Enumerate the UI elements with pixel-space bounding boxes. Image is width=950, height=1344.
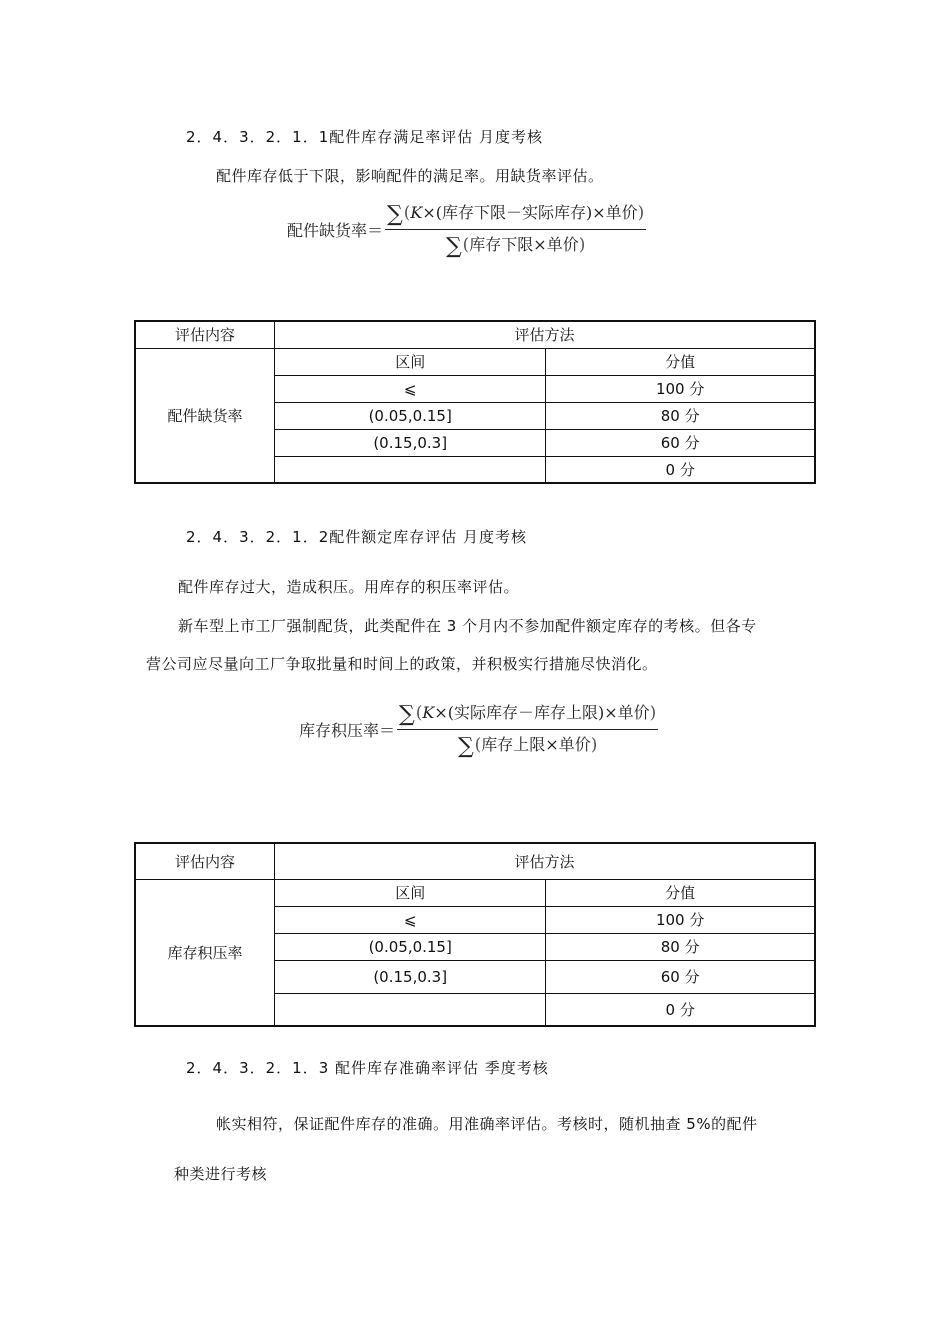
paren-close: ) — [578, 235, 586, 255]
header-eval-method: 评估方法 — [275, 843, 815, 879]
sigma-symbol: ∑ — [387, 202, 403, 227]
sigma-symbol: ∑ — [445, 234, 462, 259]
interval-cell: (0.15,0.3] — [275, 429, 546, 456]
section-description-2c: 营公司应尽量向工厂争取批量和时间上的政策，并积极实行措施尽快消化。 — [146, 655, 658, 673]
numerator-inner: (库存下限－实际库存) — [435, 203, 593, 222]
score-cell: 100 分 — [546, 906, 815, 933]
times-symbol: × — [434, 703, 448, 722]
section-description-3b: 种类进行考核 — [174, 1165, 268, 1183]
formula-k: K — [422, 703, 435, 722]
section-heading-2: 2．4．3．2．1．2配件额定库存评估 月度考核 — [186, 528, 528, 546]
interval-cell: ⩽ — [275, 375, 546, 402]
formula-numerator — [397, 700, 658, 730]
times-symbol: × — [422, 203, 436, 222]
header-interval: 区间 — [275, 879, 546, 906]
formula-k: K — [410, 203, 423, 222]
section-heading-1: 2．4．3．2．1．1配件库存满足率评估 月度考核 — [186, 128, 544, 146]
interval-cell: (0.05,0.15] — [275, 933, 546, 960]
numerator-tail: ×单价 — [604, 703, 650, 722]
paren-open: ( — [474, 735, 482, 755]
formula-lhs: 库存积压率＝ — [299, 721, 396, 740]
evaluation-table-overstock — [134, 842, 816, 1027]
header-interval: 区间 — [275, 348, 546, 375]
evaluation-table-shortage — [134, 320, 816, 484]
interval-cell: (0.15,0.3] — [275, 960, 546, 993]
denominator-inner: 库存下限×单价 — [469, 235, 579, 254]
header-eval-content: 评估内容 — [135, 321, 275, 348]
score-cell: 100 分 — [546, 375, 815, 402]
denominator-inner: 库存上限×单价 — [481, 735, 591, 754]
score-cell: 60 分 — [546, 429, 815, 456]
paren-close: ) — [637, 203, 645, 223]
formula-shortage-rate — [287, 200, 646, 259]
formula-denominator — [458, 730, 597, 759]
sigma-symbol: ∑ — [399, 702, 415, 727]
paren-close: ) — [649, 703, 657, 723]
numerator-tail: ×单价 — [592, 203, 638, 222]
formula-fraction — [397, 700, 658, 759]
formula-numerator — [385, 200, 646, 230]
paren-close: ) — [590, 735, 598, 755]
score-cell: 80 分 — [546, 402, 815, 429]
header-eval-content: 评估内容 — [135, 843, 275, 879]
section-heading-3: 2．4．3．2．1．3 配件库存准确率评估 季度考核 — [186, 1059, 549, 1077]
header-score: 分值 — [546, 348, 815, 375]
formula-denominator — [446, 230, 585, 259]
paren-open: ( — [403, 203, 411, 223]
numerator-inner: (实际库存－库存上限) — [447, 703, 605, 722]
formula-overstock-rate — [299, 700, 658, 759]
interval-cell — [275, 456, 546, 483]
header-score: 分值 — [546, 879, 815, 906]
sigma-symbol: ∑ — [457, 734, 474, 759]
section-description-1: 配件库存低于下限，影响配件的满足率。用缺货率评估。 — [216, 167, 604, 185]
score-cell: 60 分 — [546, 960, 815, 993]
section-description-2b: 新车型上市工厂强制配货，此类配件在 3 个月内不参加配件额定库存的考核。但各专 — [178, 617, 757, 635]
formula-lhs: 配件缺货率＝ — [287, 221, 384, 240]
score-cell: 0 分 — [546, 456, 815, 483]
score-cell: 0 分 — [546, 993, 815, 1026]
eval-item: 配件缺货率 — [135, 348, 275, 483]
formula-fraction — [385, 200, 646, 259]
paren-open: ( — [462, 235, 470, 255]
header-eval-method: 评估方法 — [275, 321, 815, 348]
section-description-3a: 帐实相符，保证配件库存的准确。用准确率评估。考核时，随机抽查 5%的配件 — [216, 1115, 758, 1133]
paren-open: ( — [415, 703, 423, 723]
eval-item: 库存积压率 — [135, 879, 275, 1026]
interval-cell: ⩽ — [275, 906, 546, 933]
score-cell: 80 分 — [546, 933, 815, 960]
interval-cell — [275, 993, 546, 1026]
section-description-2a: 配件库存过大，造成积压。用库存的积压率评估。 — [178, 578, 520, 596]
interval-cell: (0.05,0.15] — [275, 402, 546, 429]
